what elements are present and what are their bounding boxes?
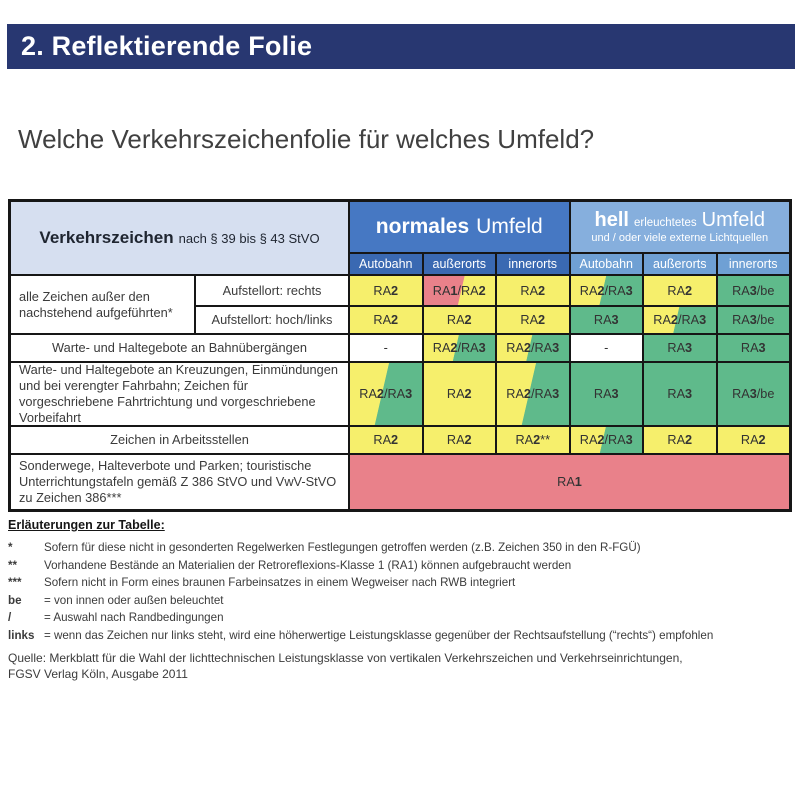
table-cell: RA 2 <box>497 276 569 305</box>
title-bar <box>7 24 795 69</box>
note-text: Vorhandene Bestände an Materialien der Retroreflexions-Klasse 1 (RA1) können aufgebraucht werden <box>44 558 572 572</box>
table-cell: RA 3 <box>644 335 716 361</box>
normal-header-rest: Umfeld <box>476 215 543 238</box>
table-cell: RA 3 /be <box>718 307 790 333</box>
table-cell: RA 3 /be <box>718 276 790 305</box>
note-text: = Auswahl nach Randbedingungen <box>44 611 224 625</box>
table-cell: - <box>571 335 643 361</box>
column-header-autobahn-normal: Autobahn <box>350 254 422 274</box>
row-label-alle-zeichen: alle Zeichen außer den nachstehend aufgeführten* <box>11 276 194 333</box>
page-title: 2. Reflektierende Folie <box>21 31 313 61</box>
table-cell: RA 2 <box>350 276 422 305</box>
row-sublabel-rechts: Aufstellort: rechts <box>196 276 348 305</box>
table-cell: RA 2 /RA 3 <box>497 335 569 361</box>
table-cell: RA 2 /RA 3 <box>497 363 569 425</box>
table-cell: RA 2 /RA 3 <box>571 276 643 305</box>
table-cell: RA 2 <box>424 307 496 333</box>
source-line-1: Quelle: Merkblatt für die Wahl der lichttechnischen Leistungsklasse von vertikalen Verkehrszeichen und Verkehrseinrichtungen, <box>8 651 683 665</box>
note-text: = von innen oder außen beleuchtet <box>44 593 224 607</box>
subtitle: Welche Verkehrszeichenfolie für welches Umfeld? <box>18 124 595 154</box>
note-symbol: ** <box>8 558 18 572</box>
table-cell: RA 3 <box>718 335 790 361</box>
table-cell-ra1-span: RA 1 <box>350 455 789 509</box>
table-cell: RA 2 <box>424 363 496 425</box>
table-corner-header <box>11 202 348 274</box>
table-cell: RA 2 <box>350 427 422 453</box>
note-symbol: be <box>8 593 22 607</box>
table-cell: RA 2 <box>718 427 790 453</box>
row-label-bahnuebergaenge: Warte- und Haltegebote an Bahnübergängen <box>11 335 348 361</box>
table-cell: RA 3 <box>571 363 643 425</box>
source-reference <box>8 650 792 682</box>
note-symbol: links <box>8 628 35 642</box>
bright-environment-header <box>571 202 790 252</box>
note-row <box>8 592 792 610</box>
row-label-arbeitsstellen: Zeichen in Arbeitsstellen <box>11 427 348 453</box>
note-text: Sofern nicht in Form eines braunen Farbeinsatzes in einem Wegweiser nach RWB integriert <box>44 576 516 590</box>
table-cell: RA 2 /RA 3 <box>644 307 716 333</box>
table-cell: RA 2 <box>497 307 569 333</box>
normal-environment-header <box>350 202 569 252</box>
table-cell: - <box>350 335 422 361</box>
table-cell: RA 2 <box>350 307 422 333</box>
bright-header-line1 <box>595 210 765 231</box>
column-header-innerorts-bright: innerorts <box>718 254 790 274</box>
corner-header-bold: Verkehrszeichen <box>39 228 174 247</box>
row-label-sonderwege: Sonderwege, Halteverbote und Parken; touristische Unterrichtungstafeln gemäß Z 386 StVO und VwV-StVO zu Zeichen 386*** <box>11 455 348 509</box>
normal-header-bold: normales <box>375 215 470 238</box>
note-row <box>8 539 792 557</box>
row-label-kreuzungen: Warte- und Haltegebote an Kreuzungen, Einmündungen und bei verengter Fahrbahn; Zeichen für vorgeschriebene Fahrtrichtung und vorgeschriebene Vorbeifahrt <box>11 363 348 425</box>
note-row <box>8 627 792 645</box>
foil-table <box>8 199 792 512</box>
column-header-ausserorts-normal: außerorts <box>424 254 496 274</box>
table-notes <box>8 518 792 645</box>
table-cell: RA 3 <box>644 363 716 425</box>
table-cell: RA 2 ** <box>497 427 569 453</box>
table-cell: RA 2 /RA 3 <box>424 335 496 361</box>
table-cell: RA 2 <box>644 276 716 305</box>
table-cell: RA 3 <box>571 307 643 333</box>
note-symbol: *** <box>8 576 22 590</box>
note-text: Sofern für diese nicht in gesonderten Regelwerken Festlegungen getroffen werden (z.B. Zeichen 350 in den R-FGÜ) <box>44 541 641 554</box>
note-row <box>8 557 792 575</box>
source-line-2: FGSV Verlag Köln, Ausgabe 2011 <box>8 667 188 681</box>
note-symbol: * <box>8 541 13 554</box>
note-text: = wenn das Zeichen nur links steht, wird eine höherwertige Leistungsklasse gegenüber der Rechtsaufstellung (“rechts“) empfohlen <box>44 628 714 642</box>
table-cell: RA 3 /be <box>718 363 790 425</box>
bright-header-rest: Umfeld <box>701 208 765 231</box>
bright-header-bold: hell <box>594 208 629 231</box>
table-cell: RA 2 /RA 3 <box>571 427 643 453</box>
table-cell: RA 2 /RA 3 <box>350 363 422 425</box>
table-cell: RA 1 /RA 2 <box>424 276 496 305</box>
note-row <box>8 574 792 592</box>
corner-header-rest: nach § 39 bis § 43 StVO <box>178 230 320 246</box>
notes-heading: Erläuterungen zur Tabelle: <box>8 518 165 532</box>
row-sublabel-hochlinks: Aufstellort: hoch/links <box>196 307 348 333</box>
table-cell: RA 2 <box>644 427 716 453</box>
bright-header-subline: und / oder viele externe Lichtquellen <box>591 231 769 244</box>
bright-header-mid: erleuchtetes <box>633 216 697 229</box>
column-header-innerorts-normal: innerorts <box>497 254 569 274</box>
table-cell: RA 2 <box>424 427 496 453</box>
note-symbol: / <box>8 611 12 625</box>
column-header-ausserorts-bright: außerorts <box>644 254 716 274</box>
note-row <box>8 609 792 627</box>
column-header-autobahn-bright: Autobahn <box>571 254 643 274</box>
